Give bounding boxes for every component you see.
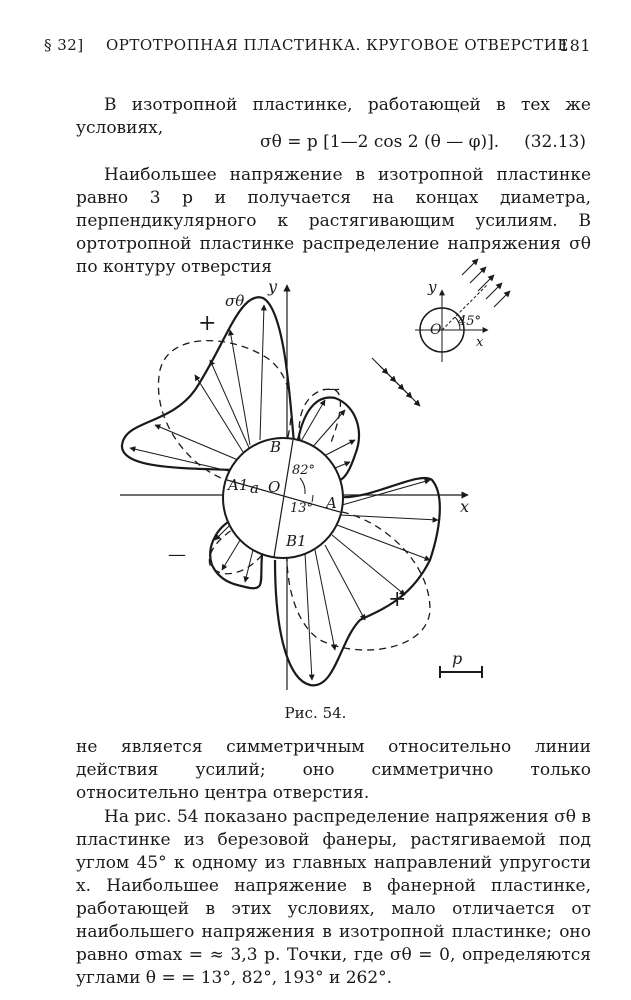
figure-54 xyxy=(0,258,631,698)
load-arrows-out xyxy=(462,259,510,307)
label-plus-bottom: + xyxy=(388,587,407,612)
inset-x: x xyxy=(476,335,484,350)
inset-O: O xyxy=(430,322,442,338)
load-arrows-in xyxy=(372,358,420,406)
paragraph-1: В изотропной пластинке, работающей в тех же условиях, xyxy=(76,95,591,138)
equation-formula: σθ = p [1—2 cos 2 (θ — φ)]. xyxy=(260,132,500,152)
paragraph-2: Наибольшее напряжение в изотропной пластинке равно 3 p и получается на концах диаметра, перпендикулярного к растягивающим усилиям. В ортотропной пластинке распределение напряжения σθ по контуру отверстия xyxy=(76,165,591,277)
running-title: ОРТОТРОПНАЯ ПЛАСТИНКА. КРУГОВОЕ ОТВЕРСТИЕ xyxy=(106,36,569,54)
page-number: 181 xyxy=(558,36,591,55)
label-y: y xyxy=(268,277,278,296)
label-minus-top: — xyxy=(322,378,340,399)
label-a: a xyxy=(250,479,259,497)
label-B: B xyxy=(270,438,282,456)
label-O: O xyxy=(268,478,281,496)
label-13: 13° xyxy=(290,501,314,516)
label-x: x xyxy=(460,497,470,516)
label-sigma: σθ xyxy=(225,292,245,310)
running-header xyxy=(44,36,591,58)
figure-caption: Рис. 54. xyxy=(284,704,347,722)
equation-number: (32.13) xyxy=(524,132,586,152)
inset-y: y xyxy=(428,278,437,296)
section-ref: § 32] xyxy=(44,36,84,54)
inset-angle: 45° xyxy=(458,314,482,329)
inset-diagram xyxy=(372,259,510,406)
paragraph-3: не является симметричным относительно линии действия усилий; оно симметрично только относительно центра отверстия. xyxy=(76,737,591,803)
label-82: 82° xyxy=(292,463,316,478)
label-minus-left: — xyxy=(168,544,186,565)
label-plus-top: + xyxy=(198,311,217,336)
equation-32-13 xyxy=(76,132,586,156)
label-B1: B1 xyxy=(286,532,307,550)
paragraph-4: На рис. 54 показано распределение напряжения σθ в пластинке из березовой фанеры, растягиваемой под углом 45° к одному из главных направлений упругости x. Наибольшее напряжение в фанерной пластинке, работающей в этих условиях, мало отличается от наибольшего напряжения в изотропной пластинке; оно равно σmax = ≈ 3,3 p. Точки, где σθ = 0, определяются углами θ = = 13°, 82°, 193° и 262°. xyxy=(76,807,591,988)
label-p: p xyxy=(452,649,463,668)
label-A: A xyxy=(326,494,337,512)
label-A1: A1 xyxy=(228,476,249,494)
